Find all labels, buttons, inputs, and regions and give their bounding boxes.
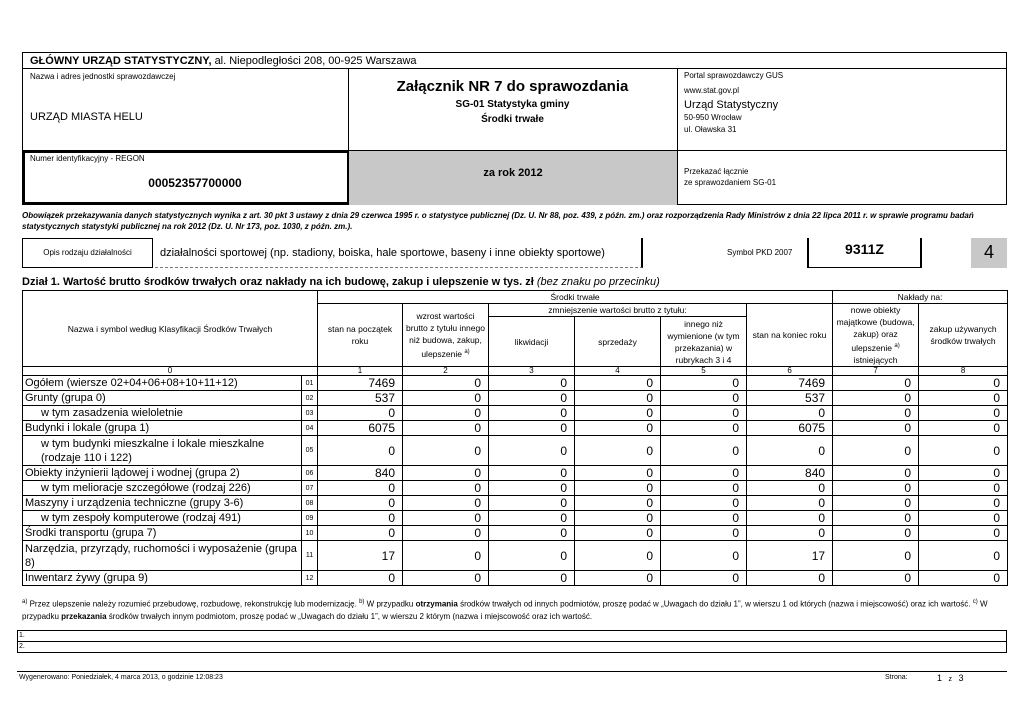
value-cell[interactable]: 0 <box>489 421 575 436</box>
value-cell[interactable]: 0 <box>318 406 403 421</box>
col-liquidation-header: likwidacji <box>489 317 575 367</box>
value-cell[interactable]: 0 <box>661 421 747 436</box>
col-increase-text: wzrost wartości brutto z tytułu innego niż budowa, zakup, ulepszenie <box>406 311 485 359</box>
value-cell[interactable]: 0 <box>489 496 575 511</box>
value-cell[interactable]: 0 <box>575 376 661 391</box>
value-cell[interactable]: 0 <box>575 541 661 571</box>
group-expenses-header: Nakłady na: <box>833 291 1008 304</box>
value-cell[interactable]: 0 <box>318 496 403 511</box>
section-title <box>22 276 660 288</box>
transfer-line-1: Przekazać łącznie <box>684 167 749 176</box>
value-cell[interactable]: 0 <box>318 526 403 541</box>
value-cell[interactable]: 0 <box>403 466 489 481</box>
regon-label: Numer identyfikacyjny - REGON <box>30 154 145 163</box>
row-number: 08 <box>302 496 318 511</box>
value-cell[interactable]: 0 <box>833 511 919 526</box>
col-new-text: nowe obiekty majątkowe (budowa, zakup) oraz ulepszenie <box>836 305 915 353</box>
value-cell[interactable]: 537 <box>318 391 403 406</box>
col-number: 0 <box>23 367 318 376</box>
value-cell[interactable]: 0 <box>747 571 833 586</box>
value-cell[interactable]: 17 <box>747 541 833 571</box>
value-cell[interactable]: 0 <box>919 436 1008 466</box>
value-cell[interactable]: 0 <box>919 496 1008 511</box>
col-increase-header <box>403 304 489 367</box>
col-used-header: zakup używanych środków trwałych <box>919 304 1008 367</box>
value-cell[interactable]: 0 <box>661 571 747 586</box>
office-name: GŁÓWNY URZĄD STATYSTYCZNY, <box>30 55 212 67</box>
column-number-row <box>23 367 1008 376</box>
col-number: 5 <box>661 367 747 376</box>
page-counter <box>937 673 964 683</box>
value-cell[interactable]: 0 <box>919 391 1008 406</box>
value-cell[interactable]: 6075 <box>747 421 833 436</box>
value-cell[interactable]: 0 <box>747 511 833 526</box>
page-sep: z <box>948 676 953 683</box>
value-cell[interactable]: 0 <box>403 376 489 391</box>
value-cell[interactable]: 0 <box>833 406 919 421</box>
footnote-b-2: środków trwałych od innych podmiotów, proszę podać w „Uwagach do działu 1”, w wierszu 1 od których (nazwa i miejscowość) oraz ich wartość. <box>460 599 971 609</box>
table-row <box>23 376 1008 391</box>
value-cell[interactable]: 0 <box>575 526 661 541</box>
row-name: w tym zespoły komputerowe (rodzaj 491) <box>23 511 302 526</box>
form-subtitle-2: Środki trwałe <box>481 114 544 125</box>
value-cell[interactable]: 0 <box>919 541 1008 571</box>
value-cell[interactable]: 0 <box>403 436 489 466</box>
footnote-b-sup: b) <box>359 599 365 605</box>
transfer-line-2: ze sprawozdaniem SG-01 <box>684 178 777 187</box>
activity-value: działalności sportowej (np. stadiony, boiska, hale sportowe, baseny i inne obiekty sportowe) <box>160 247 605 259</box>
value-cell[interactable]: 0 <box>403 541 489 571</box>
activity-label: Opis rodzaju działalności <box>43 248 132 257</box>
value-cell[interactable]: 0 <box>575 511 661 526</box>
section-title-text: Dział 1. Wartość brutto środków trwałych oraz nakłady na ich budowę, zakup i ulepszenie w tys. zł <box>22 276 534 288</box>
row-name: Inwentarz żywy (grupa 9) <box>23 571 302 586</box>
unit-name: URZĄD MIASTA HELU <box>30 111 143 123</box>
value-cell[interactable]: 0 <box>489 376 575 391</box>
value-cell[interactable]: 0 <box>833 541 919 571</box>
value-cell[interactable]: 0 <box>661 511 747 526</box>
row-number: 12 <box>302 571 318 586</box>
col-new-sup: a) <box>894 343 900 350</box>
row-number: 09 <box>302 511 318 526</box>
value-cell[interactable]: 0 <box>833 376 919 391</box>
value-cell[interactable]: 0 <box>489 526 575 541</box>
remark-line-1[interactable]: 1. <box>19 632 25 639</box>
value-cell[interactable]: 0 <box>318 481 403 496</box>
remarks-divider <box>17 641 1007 642</box>
row-number: 11 <box>302 541 318 571</box>
office2-name: Urząd Statystyczny <box>684 99 779 111</box>
value-cell[interactable]: 0 <box>747 481 833 496</box>
row-name: w tym zasadzenia wieloletnie <box>23 406 302 421</box>
value-cell[interactable]: 0 <box>661 391 747 406</box>
value-cell[interactable]: 0 <box>403 526 489 541</box>
value-cell[interactable]: 0 <box>919 466 1008 481</box>
value-cell[interactable]: 0 <box>833 421 919 436</box>
title-block <box>348 78 677 125</box>
value-cell[interactable]: 7469 <box>318 376 403 391</box>
col-new-tail: istniejących <box>853 354 898 365</box>
table-row <box>23 511 1008 526</box>
value-cell[interactable]: 0 <box>661 526 747 541</box>
row-name: w tym melioracje szczegółowe (rodzaj 226) <box>23 481 302 496</box>
portal-url[interactable]: www.stat.gov.pl <box>684 86 739 95</box>
value-cell[interactable]: 0 <box>489 406 575 421</box>
value-cell[interactable]: 0 <box>575 421 661 436</box>
col-sale-header: sprzedaży <box>575 317 661 367</box>
fixed-assets-table <box>22 290 1008 586</box>
col-new-header <box>833 304 919 367</box>
value-cell[interactable]: 0 <box>489 481 575 496</box>
footnote-a: Przez ulepszenie należy rozumieć przebudowę, rozbudowę, rekonstrukcję lub modernizację. <box>29 599 357 609</box>
value-cell[interactable]: 0 <box>403 511 489 526</box>
legal-notice: Obowiązek przekazywania danych statystycznych wynika z art. 30 pkt 3 ustawy z dnia 29 czerwca 1995 r. o statystyce publicznej (Dz. U. Nr 88, poz. 439, z późn. zm.) oraz rozporządzenia Rady Ministrów z dnia 22 lipca 2011 r. w sprawie programu badań statystycznych statystyki publicznej na rok 2012 (Dz. U. Nr 173, poz. 1030, z późn. zm.). <box>22 211 974 231</box>
value-cell[interactable]: 0 <box>747 526 833 541</box>
value-cell[interactable]: 0 <box>403 391 489 406</box>
value-cell[interactable]: 0 <box>489 391 575 406</box>
footnote-c-sup: c) <box>972 599 978 605</box>
generated-stamp: Wygenerowano: Poniedziałek, 4 marca 2013, o godzinie 12:08:23 <box>19 674 223 681</box>
year-label: za rok 2012 <box>483 167 543 179</box>
section-title-note: (bez znaku po przecinku) <box>536 276 660 288</box>
form-title: Załącznik NR 7 do sprawozdania <box>396 78 629 95</box>
row-name: Ogółem (wiersze 02+04+06+08+10+11+12) <box>23 376 302 391</box>
portal-block <box>684 71 783 134</box>
col-start-header: stan na początek roku <box>318 304 403 367</box>
value-cell[interactable]: 0 <box>919 406 1008 421</box>
value-cell[interactable]: 0 <box>403 571 489 586</box>
value-cell[interactable]: 0 <box>833 481 919 496</box>
row-number: 05 <box>302 436 318 466</box>
value-cell[interactable]: 0 <box>403 421 489 436</box>
row-number: 07 <box>302 481 318 496</box>
value-cell[interactable]: 840 <box>318 466 403 481</box>
table-row <box>23 466 1008 481</box>
value-cell[interactable]: 0 <box>575 466 661 481</box>
table-body <box>23 376 1008 586</box>
value-cell[interactable]: 0 <box>919 421 1008 436</box>
value-cell[interactable]: 0 <box>318 571 403 586</box>
pkd-value: 9311Z <box>845 241 884 257</box>
table-row <box>23 496 1008 511</box>
footnote-b-1: W przypadku <box>366 599 414 609</box>
value-cell[interactable]: 0 <box>833 571 919 586</box>
col-number: 6 <box>747 367 833 376</box>
value-cell[interactable]: 0 <box>661 466 747 481</box>
value-cell[interactable]: 0 <box>833 496 919 511</box>
value-cell[interactable]: 0 <box>575 481 661 496</box>
table-row <box>23 391 1008 406</box>
value-cell[interactable]: 17 <box>318 541 403 571</box>
col-divider-2 <box>677 68 678 205</box>
footnote-c-1: W przypadku <box>22 599 988 621</box>
value-cell[interactable]: 0 <box>919 526 1008 541</box>
office2-street: ul. Oławska 31 <box>684 125 737 134</box>
value-cell[interactable]: 0 <box>833 526 919 541</box>
row-number: 02 <box>302 391 318 406</box>
value-cell[interactable]: 0 <box>575 496 661 511</box>
value-cell[interactable]: 0 <box>747 406 833 421</box>
col-number: 4 <box>575 367 661 376</box>
regon-value: 00052357700000 <box>148 176 242 190</box>
value-cell[interactable]: 0 <box>489 436 575 466</box>
page-box-number: 4 <box>983 242 994 262</box>
footer-rule <box>17 671 1007 672</box>
table-row <box>23 541 1008 571</box>
value-cell[interactable]: 0 <box>575 406 661 421</box>
value-cell[interactable]: 0 <box>575 391 661 406</box>
row-name: Środki transportu (grupa 7) <box>23 526 302 541</box>
footnote-c-2: środków trwałych innym podmiotom, proszę podać w „Uwagach do działu 1”, w wierszu 2 którym (nazwa i miejscowość oraz ich wartość. <box>108 611 593 621</box>
col-number: 2 <box>403 367 489 376</box>
value-cell[interactable]: 0 <box>318 436 403 466</box>
value-cell[interactable]: 0 <box>833 391 919 406</box>
value-cell[interactable]: 0 <box>833 466 919 481</box>
value-cell[interactable]: 0 <box>833 436 919 466</box>
table-row <box>23 571 1008 586</box>
row-name: Maszyny i urządzenia techniczne (grupy 3-6) <box>23 496 302 511</box>
row-number: 04 <box>302 421 318 436</box>
value-cell[interactable]: 0 <box>403 406 489 421</box>
page-current: 1 <box>937 673 943 683</box>
row-name: Budynki i lokale (grupa 1) <box>23 421 302 436</box>
value-cell[interactable]: 537 <box>747 391 833 406</box>
value-cell[interactable]: 0 <box>318 511 403 526</box>
value-cell[interactable]: 0 <box>489 571 575 586</box>
row-name: Obiekty inżynierii lądowej i wodnej (grupa 2) <box>23 466 302 481</box>
office2-city: 50-950 Wrocław <box>684 113 742 122</box>
footnotes <box>22 596 1007 623</box>
value-cell[interactable]: 0 <box>661 436 747 466</box>
col-number: 7 <box>833 367 919 376</box>
remark-line-2[interactable]: 2. <box>19 643 25 650</box>
col-number: 8 <box>919 367 1008 376</box>
value-cell[interactable]: 0 <box>489 541 575 571</box>
footnote-a-sup: a) <box>22 599 28 605</box>
value-cell[interactable]: 0 <box>661 496 747 511</box>
col-name-header: Nazwa i symbol według Klasyfikacji Środków Trwałych <box>23 291 318 367</box>
value-cell[interactable]: 0 <box>575 571 661 586</box>
header-divider <box>22 68 1007 69</box>
value-cell[interactable]: 0 <box>661 406 747 421</box>
value-cell[interactable]: 7469 <box>747 376 833 391</box>
value-cell[interactable]: 0 <box>575 436 661 466</box>
pkd-label: Symbol PKD 2007 <box>727 248 793 257</box>
row-number: 01 <box>302 376 318 391</box>
value-cell[interactable]: 0 <box>661 541 747 571</box>
form-subtitle: SG-01 Statystyka gminy <box>455 99 570 110</box>
table-row <box>23 406 1008 421</box>
value-cell[interactable]: 0 <box>919 481 1008 496</box>
value-cell[interactable]: 6075 <box>318 421 403 436</box>
col-number: 3 <box>489 367 575 376</box>
footnote-c-bold: przekazania <box>61 611 107 621</box>
value-cell[interactable]: 0 <box>919 571 1008 586</box>
value-cell[interactable]: 0 <box>489 511 575 526</box>
value-cell[interactable]: 0 <box>403 496 489 511</box>
table-row <box>23 526 1008 541</box>
value-cell[interactable]: 840 <box>747 466 833 481</box>
office-address: al. Niepodległości 208, 00-925 Warszawa <box>214 55 417 67</box>
value-cell[interactable]: 0 <box>489 466 575 481</box>
row-number: 06 <box>302 466 318 481</box>
group-fixed-header: Środki trwałe <box>318 291 833 304</box>
col-end-header: stan na koniec roku <box>747 304 833 367</box>
page-label: Strona: <box>885 674 908 681</box>
value-cell[interactable]: 0 <box>403 481 489 496</box>
row-name: Narzędzia, przyrządy, ruchomości i wyposażenie (grupa 8) <box>23 541 302 571</box>
value-cell[interactable]: 0 <box>661 481 747 496</box>
transfer-note <box>684 167 776 187</box>
unit-label: Nazwa i adres jednostki sprawozdawczej <box>30 72 176 81</box>
office-line <box>30 55 417 67</box>
table-row <box>23 481 1008 496</box>
row-number: 10 <box>302 526 318 541</box>
row-name: w tym budynki mieszkalne i lokale mieszkalne (rodzaje 110 i 122) <box>23 436 302 466</box>
value-cell[interactable]: 0 <box>661 376 747 391</box>
page-total: 3 <box>958 673 964 683</box>
footnote-b-bold: otrzymania <box>415 599 458 609</box>
col-other-header: innego niż wymienione (w tym przekazania) w rubrykach 3 i 4 <box>661 317 747 367</box>
group-decrease-header: zmniejszenie wartości brutto z tytułu: <box>489 304 747 317</box>
value-cell[interactable]: 0 <box>747 436 833 466</box>
row-number: 03 <box>302 406 318 421</box>
portal-label: Portal sprawozdawczy GUS <box>684 71 784 80</box>
value-cell[interactable]: 0 <box>747 496 833 511</box>
table-row <box>23 436 1008 466</box>
value-cell[interactable]: 0 <box>919 376 1008 391</box>
col-increase-sup: a) <box>464 349 470 356</box>
col-number: 1 <box>318 367 403 376</box>
table-row <box>23 421 1008 436</box>
value-cell[interactable]: 0 <box>919 511 1008 526</box>
row-name: Grunty (grupa 0) <box>23 391 302 406</box>
